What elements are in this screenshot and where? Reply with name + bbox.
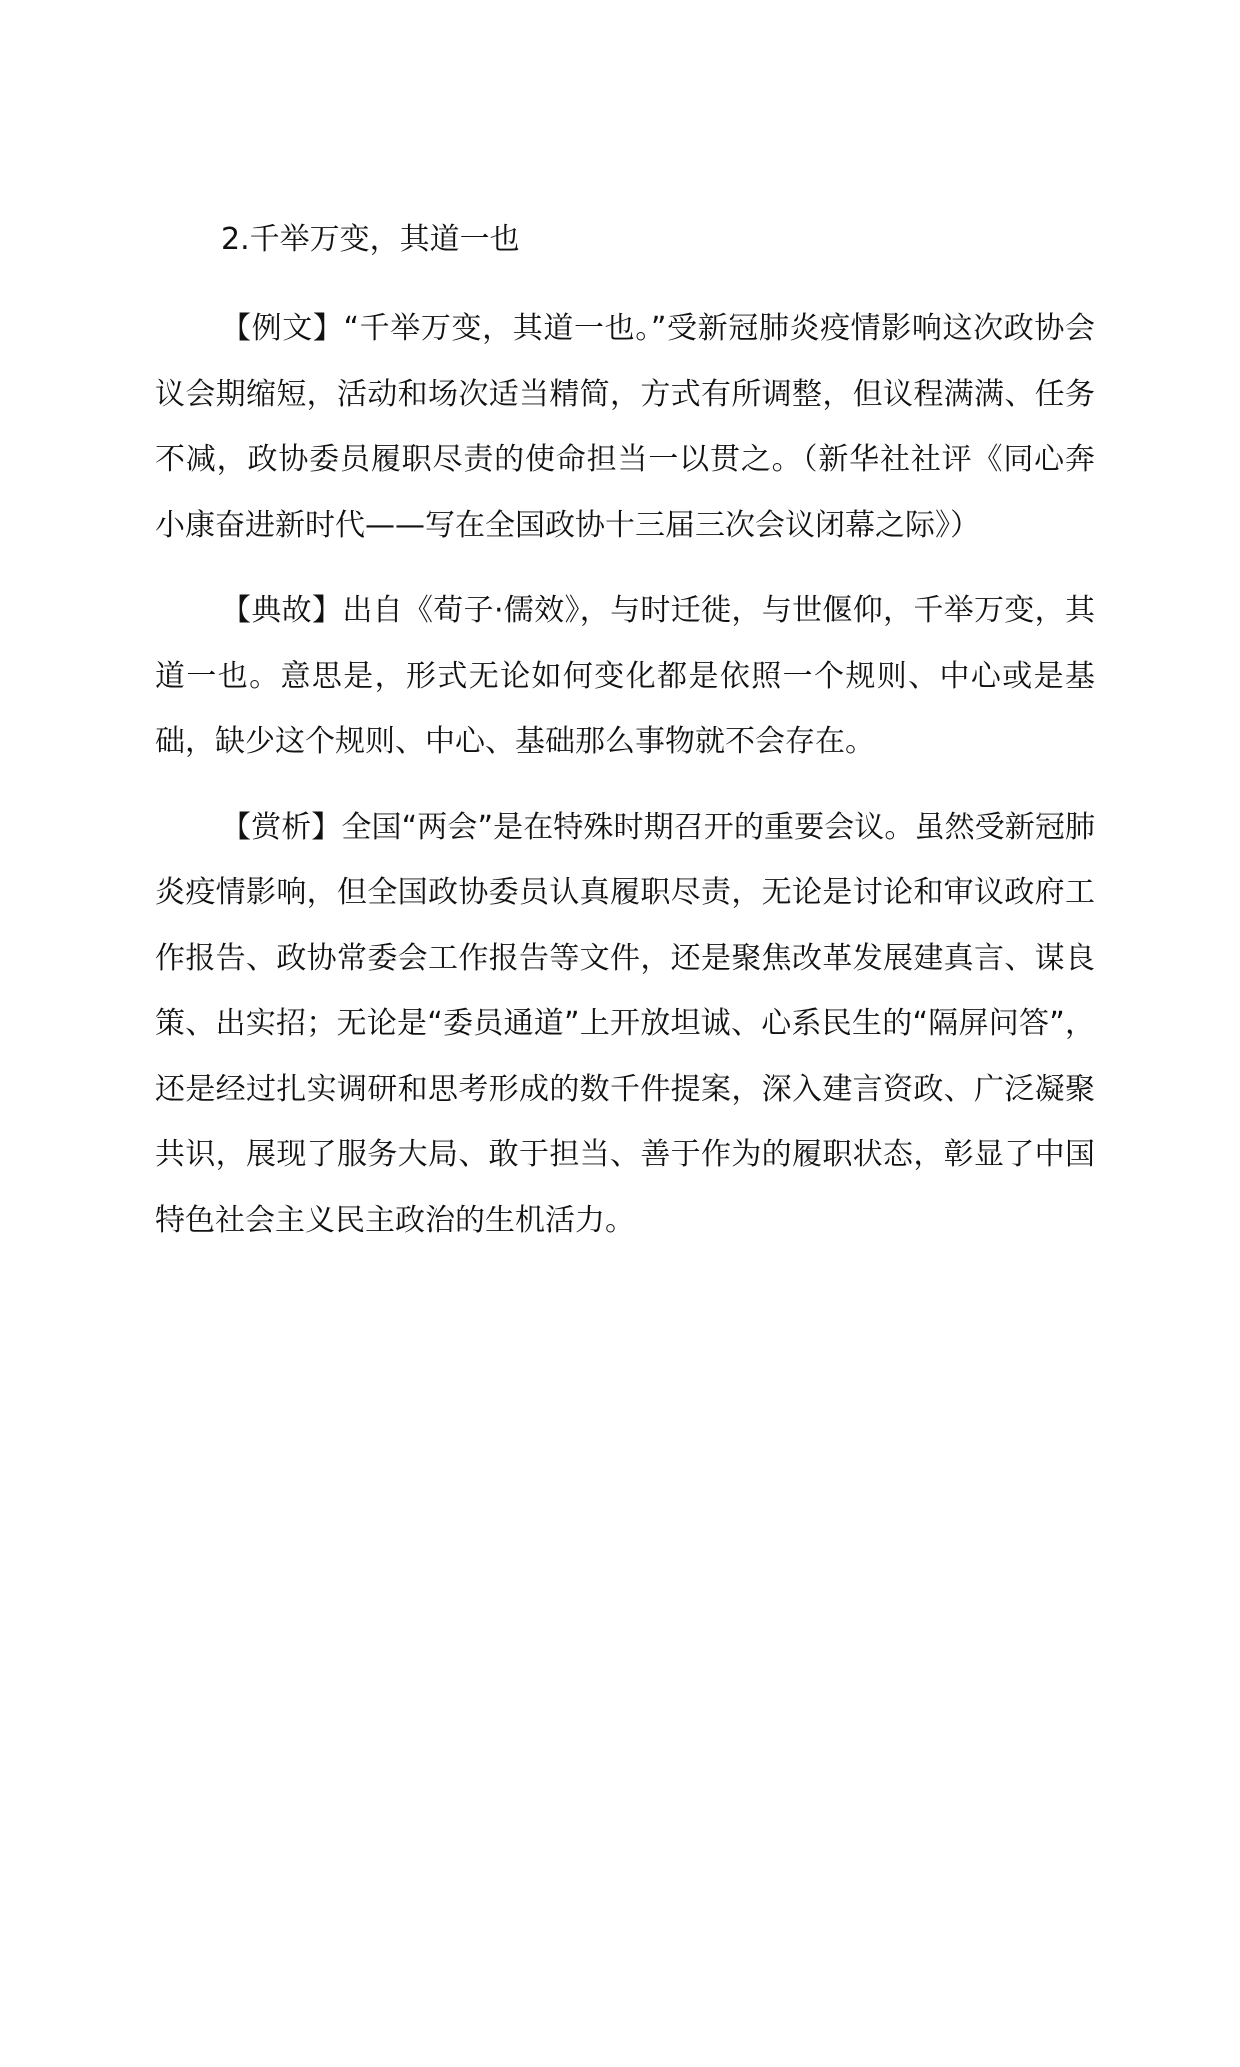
example-text: “千举万变，其道一也。”受新冠肺炎疫情影响这次政协会议会期缩短，活动和场次适当精简，方式有所调整，但议程满满、任务不减，政协委员履职尽责的使命担当一以贯之。（新华社社评《同心奔小康奋进新时代——写在全国政协十三届三次会议闭幕之际》）: [155, 311, 1096, 543]
allusion-paragraph: [155, 578, 1095, 775]
example-paragraph: [155, 296, 1095, 558]
example-tag: 【例文】: [221, 311, 344, 346]
allusion-tag: 【典故】: [221, 593, 343, 628]
section-heading: 2.千举万变，其道一也: [221, 222, 520, 257]
document-body: [155, 215, 1095, 1273]
analysis-text: 全国“两会”是在特殊时期召开的重要会议。虽然受新冠肺炎疫情影响，但全国政协委员认真履职尽责，无论是讨论和审议政府工作报告、政协常委会工作报告等文件，还是聚焦改革发展建真言、谋良策、出实招；无论是“委员通道”上开放坦诚、心系民生的“隔屏问答”，还是经过扎实调研和思考形成的数千件提案，深入建言资政、广泛凝聚共识，展现了服务大局、敢于担当、善于作为的履职状态，彰显了中国特色社会主义民主政治的生机活力。: [155, 809, 1095, 1238]
analysis-tag: 【赏析】: [221, 809, 342, 845]
analysis-paragraph: [155, 795, 1095, 1254]
allusion-text: 出自《荀子·儒效》，与时迁徙，与世偃仰，千举万变，其道一也。意思是，形式无论如何变化都是依照一个规则、中心或是基础，缺少这个规则、中心、基础那么事物就不会存在。: [155, 593, 1095, 759]
